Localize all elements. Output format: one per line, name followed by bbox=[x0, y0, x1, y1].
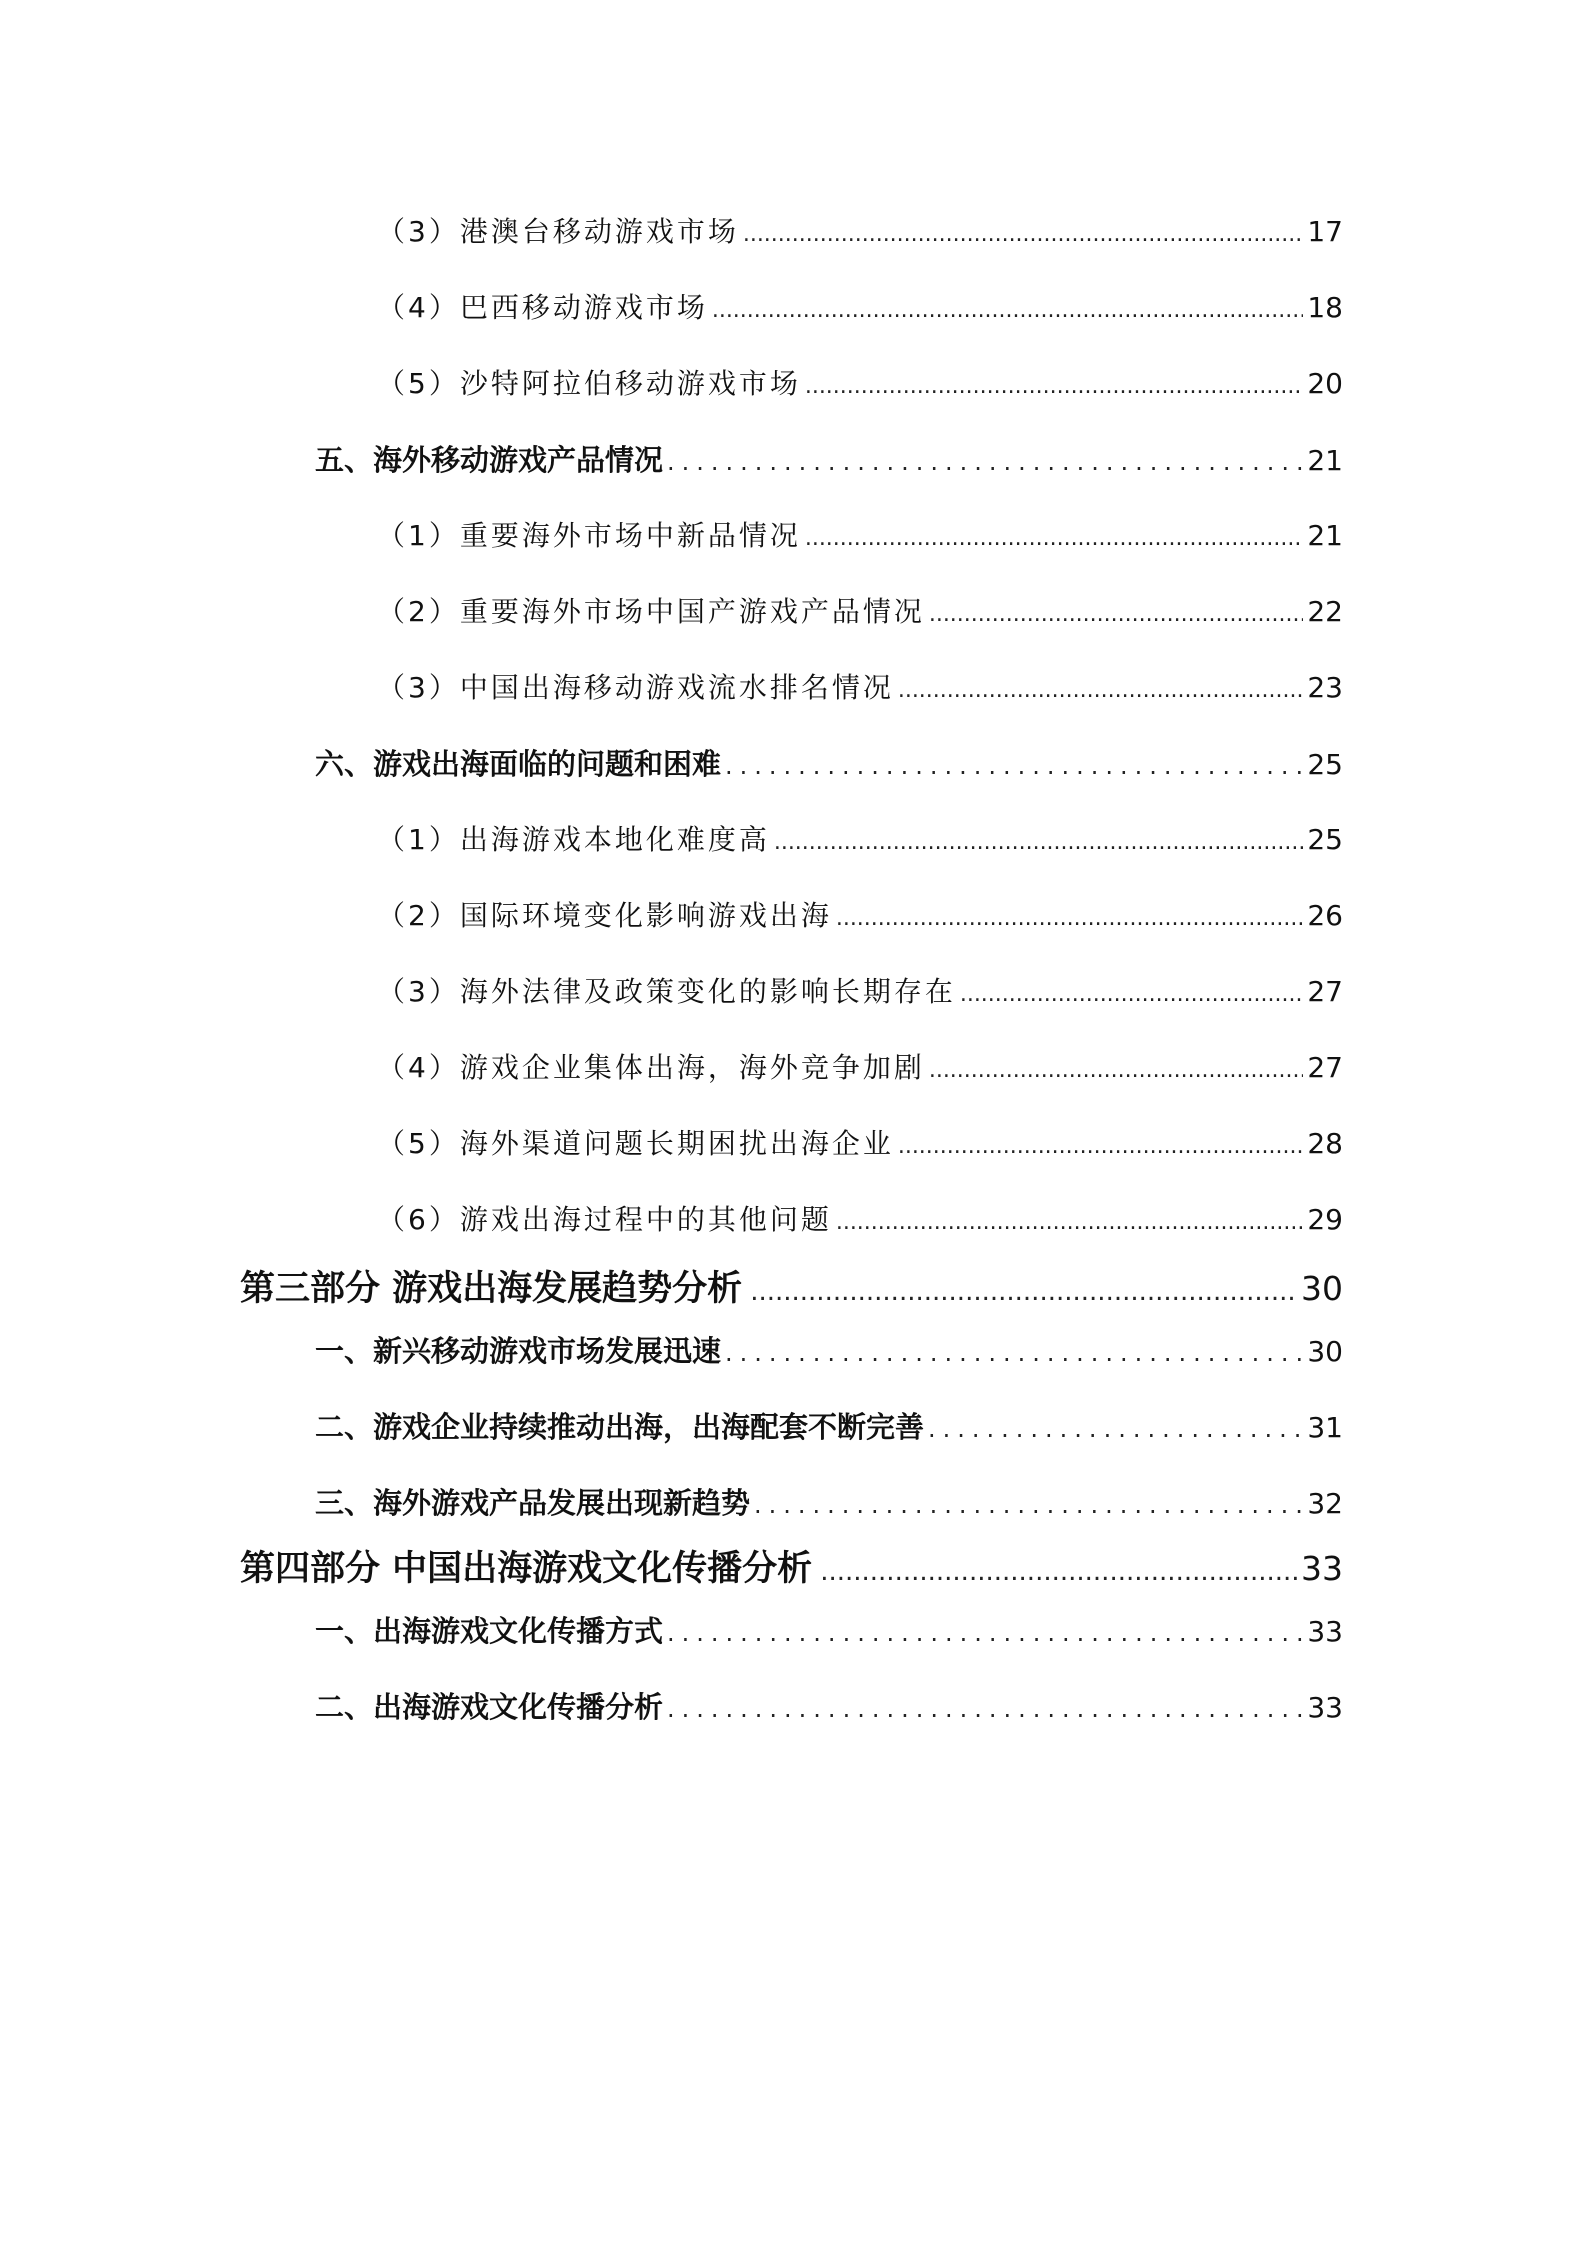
toc-entry-title: 六、游戏出海面临的问题和困难 bbox=[315, 747, 722, 781]
toc-page-number: 18 bbox=[1307, 291, 1343, 324]
toc-entry-title: （3）港澳台移动游戏市场 bbox=[377, 215, 739, 248]
toc-entry[interactable] bbox=[377, 362, 1343, 402]
toc-page-number: 29 bbox=[1307, 1203, 1343, 1236]
toc-entry-title: 一、新兴移动游戏市场发展迅速 bbox=[315, 1334, 722, 1368]
toc-page-number: 26 bbox=[1307, 899, 1343, 932]
toc-page-number: 28 bbox=[1307, 1127, 1343, 1160]
toc-entry[interactable] bbox=[377, 286, 1343, 326]
toc-entry-title: 二、出海游戏文化传播分析 bbox=[315, 1690, 664, 1724]
toc-entry[interactable] bbox=[377, 590, 1343, 630]
toc-dot-leader bbox=[667, 1619, 1303, 1647]
toc-page-number: 27 bbox=[1307, 1051, 1343, 1084]
toc-entry[interactable] bbox=[315, 438, 1343, 479]
toc-page-number: 22 bbox=[1307, 595, 1343, 628]
toc-entry[interactable] bbox=[377, 1046, 1343, 1086]
toc-entry-title: （6）游戏出海过程中的其他问题 bbox=[377, 1203, 832, 1236]
toc-page-number: 21 bbox=[1307, 444, 1343, 477]
toc-page-number: 17 bbox=[1307, 215, 1343, 248]
toc-entry[interactable] bbox=[315, 1481, 1343, 1522]
toc-page-number: 23 bbox=[1307, 671, 1343, 704]
toc-dot-leader bbox=[750, 1277, 1297, 1307]
toc-dot-leader bbox=[929, 602, 1304, 627]
toc-dot-leader bbox=[928, 1415, 1303, 1443]
toc-dot-leader bbox=[774, 830, 1304, 855]
toc-dot-leader bbox=[836, 906, 1304, 931]
toc-dot-leader bbox=[667, 1695, 1303, 1723]
toc-entry-title: （3）海外法律及政策变化的影响长期存在 bbox=[377, 975, 956, 1008]
toc-page-number: 20 bbox=[1307, 367, 1343, 400]
toc-entry[interactable] bbox=[377, 894, 1343, 934]
toc-dot-leader bbox=[754, 1491, 1303, 1519]
toc-entry-title: 第三部分 游戏出海发展趋势分析 bbox=[240, 1269, 743, 1309]
toc-entry[interactable] bbox=[315, 742, 1343, 783]
toc-dot-leader bbox=[836, 1210, 1304, 1235]
toc-page-number: 33 bbox=[1301, 1549, 1343, 1588]
toc-dot-leader bbox=[667, 448, 1303, 476]
toc-dot-leader bbox=[820, 1557, 1297, 1587]
toc-entry-title: （3）中国出海移动游戏流水排名情况 bbox=[377, 671, 894, 704]
toc-dot-leader bbox=[960, 982, 1304, 1007]
toc-entry[interactable] bbox=[315, 1609, 1343, 1650]
toc-entry-title: （2）国际环境变化影响游戏出海 bbox=[377, 899, 832, 932]
toc-entry-title: （1）重要海外市场中新品情况 bbox=[377, 519, 801, 552]
toc-entry-title: （2）重要海外市场中国产游戏产品情况 bbox=[377, 595, 925, 628]
toc-dot-leader bbox=[929, 1058, 1304, 1083]
toc-entry[interactable] bbox=[377, 1122, 1343, 1162]
toc-entry-title: （5）海外渠道问题长期困扰出海企业 bbox=[377, 1127, 894, 1160]
toc-page-number: 21 bbox=[1307, 519, 1343, 552]
toc-dot-leader bbox=[805, 374, 1304, 399]
toc-page-number: 27 bbox=[1307, 975, 1343, 1008]
toc-entry-title: （5）沙特阿拉伯移动游戏市场 bbox=[377, 367, 801, 400]
toc-entry[interactable] bbox=[377, 1198, 1343, 1238]
toc-dot-leader bbox=[898, 678, 1304, 703]
toc-entry[interactable] bbox=[315, 1685, 1343, 1726]
toc-page-number: 30 bbox=[1307, 1335, 1343, 1368]
toc-part-entry[interactable] bbox=[240, 1261, 1343, 1311]
toc-entry[interactable] bbox=[377, 970, 1343, 1010]
toc-page-number: 32 bbox=[1307, 1487, 1343, 1520]
toc-dot-leader bbox=[712, 298, 1304, 323]
toc-entry-title: 第四部分 中国出海游戏文化传播分析 bbox=[240, 1549, 813, 1589]
toc-part-entry[interactable] bbox=[240, 1541, 1343, 1591]
toc-page-number: 25 bbox=[1307, 823, 1343, 856]
toc-entry[interactable] bbox=[377, 514, 1343, 554]
toc-entry-title: （4）巴西移动游戏市场 bbox=[377, 291, 708, 324]
toc-entry-title: 二、游戏企业持续推动出海，出海配套不断完善 bbox=[315, 1410, 925, 1444]
toc-dot-leader bbox=[805, 526, 1304, 551]
toc-page-number: 31 bbox=[1307, 1411, 1343, 1444]
toc-entry-title: （1）出海游戏本地化难度高 bbox=[377, 823, 770, 856]
toc-entry-title: 五、海外移动游戏产品情况 bbox=[315, 443, 664, 477]
toc-dot-leader bbox=[725, 752, 1303, 780]
toc-dot-leader bbox=[743, 222, 1304, 247]
toc-entry[interactable] bbox=[377, 210, 1343, 250]
toc-entry[interactable] bbox=[377, 818, 1343, 858]
toc-dot-leader bbox=[898, 1134, 1304, 1159]
toc-entry[interactable] bbox=[315, 1329, 1343, 1370]
toc-page-number: 30 bbox=[1301, 1269, 1343, 1308]
toc-entry-title: 三、海外游戏产品发展出现新趋势 bbox=[315, 1486, 751, 1520]
toc-page-number: 33 bbox=[1307, 1691, 1343, 1724]
toc-entry[interactable] bbox=[315, 1405, 1343, 1446]
toc-entry-title: （4）游戏企业集体出海，海外竞争加剧 bbox=[377, 1051, 925, 1084]
toc-page-number: 33 bbox=[1307, 1615, 1343, 1648]
toc-dot-leader bbox=[725, 1339, 1303, 1367]
toc-entry-title: 一、出海游戏文化传播方式 bbox=[315, 1614, 664, 1648]
toc-entry[interactable] bbox=[377, 666, 1343, 706]
toc-page-number: 25 bbox=[1307, 748, 1343, 781]
